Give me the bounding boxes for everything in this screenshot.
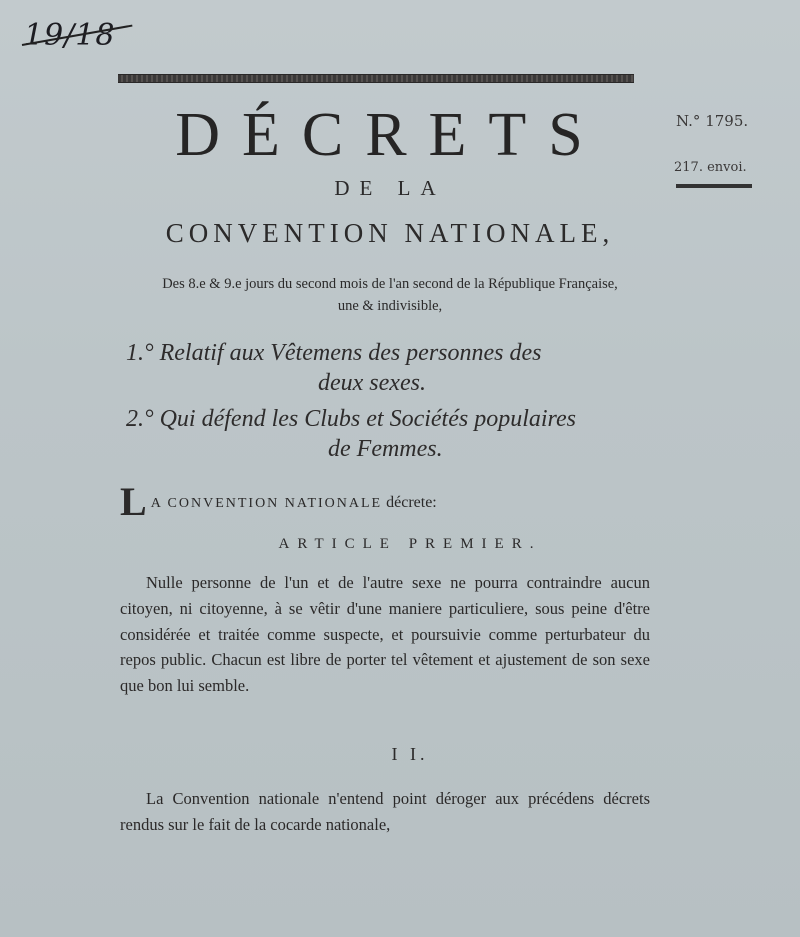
document-title: DÉCRETS <box>175 101 605 169</box>
envoi-note: 217. envoi. <box>674 160 747 175</box>
topic-2-line-2: de Femmes. <box>328 436 443 462</box>
title-de-la: DE LA <box>334 176 446 200</box>
drop-cap: L <box>120 479 147 524</box>
handwritten-note: 19/18 <box>24 18 116 53</box>
topic-1-line-1: 1.° Relatif aux Vêtemens des personnes des <box>126 340 542 366</box>
intro-smallcaps: A CONVENTION NATIONALE <box>150 496 383 511</box>
header-rule <box>118 74 634 83</box>
decree-intro <box>120 478 437 525</box>
indivisible-line: une & indivisible, <box>337 298 443 314</box>
intro-rest: décrete: <box>386 494 437 511</box>
issue-number: N.° 1795. <box>676 112 749 130</box>
article-2-text: La Convention nationale n'entend point déroger aux précédens décrets rendus sur le fait de la cocarde nationale, <box>120 789 650 834</box>
topic-2-line-1: 2.° Qui défend les Clubs et Sociétés populaires <box>126 406 576 432</box>
topic-1-line-2: deux sexes. <box>318 370 426 396</box>
dates-line: Des 8.e & 9.e jours du second mois de l'an second de la République Française, <box>162 276 618 292</box>
article-2-heading: I I. <box>391 744 429 764</box>
title-convention: CONVENTION NATIONALE, <box>165 218 615 248</box>
article-1-heading: ARTICLE PREMIER. <box>278 536 542 552</box>
article-1-text: Nulle personne de l'un et de l'autre sexe ne pourra contraindre aucun citoyen, ni citoyenne, à se vêtir d'une maniere particuliere, sous peine d'être considérée et traitée comme suspecte, et poursuivie comme perturbateur du repos public. Chacun est libre de porter tel vêtement et ajustement de son sexe que bon lui semble. <box>120 573 650 696</box>
